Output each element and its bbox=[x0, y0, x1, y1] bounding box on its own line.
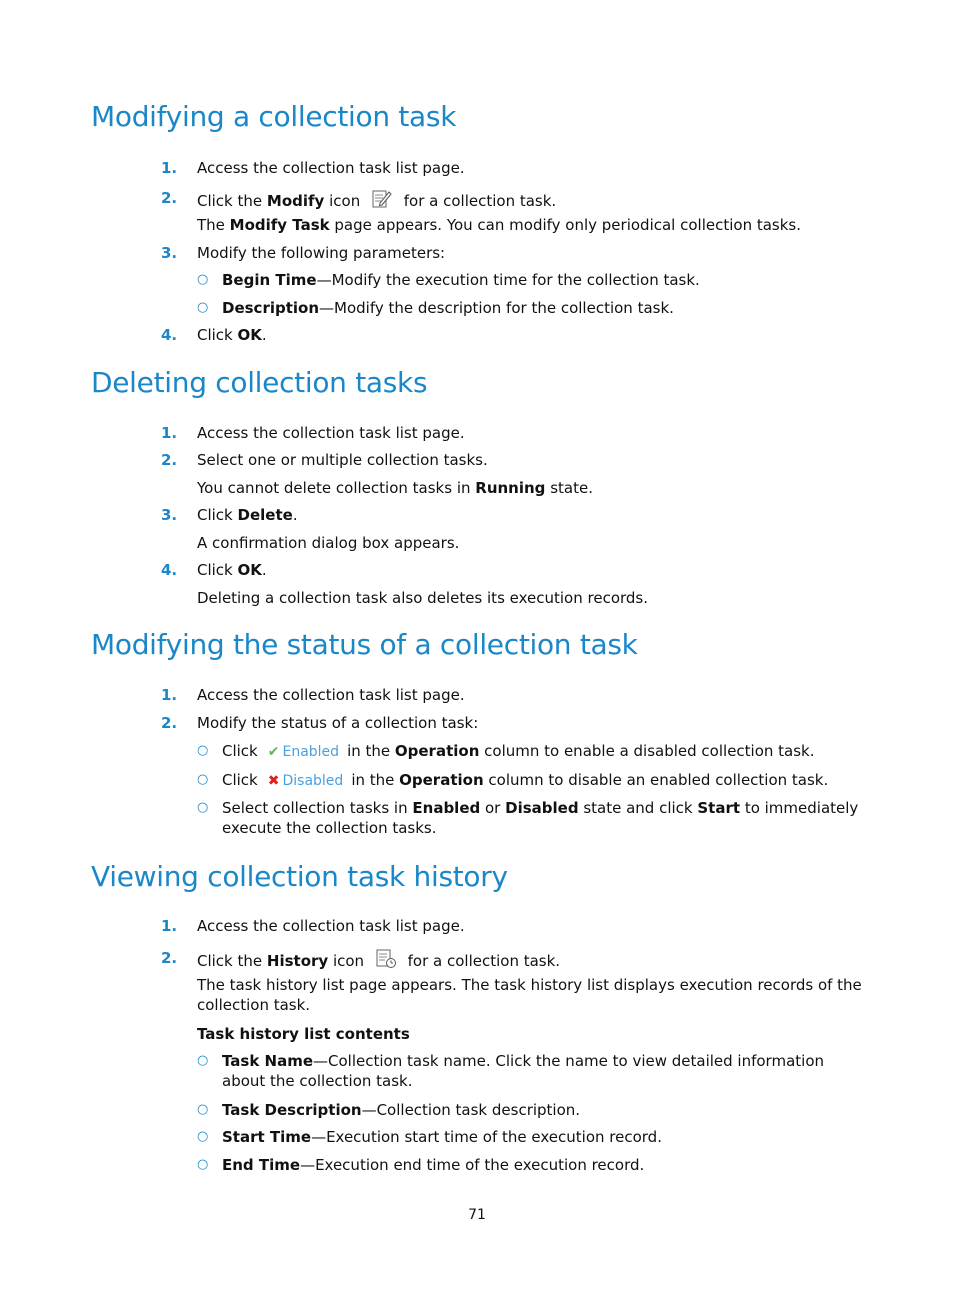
step-number: 2. bbox=[161, 949, 178, 967]
bullet-glyph: ○ bbox=[197, 1157, 209, 1172]
bullet-text: Begin Time—Modify the execution time for the collection task. bbox=[222, 271, 700, 289]
step-text: Select one or multiple collection tasks. bbox=[197, 451, 488, 469]
edit-icon bbox=[371, 188, 393, 215]
step-note: Deleting a collection task also deletes its execution records. bbox=[197, 589, 649, 607]
step-number: 2. bbox=[161, 451, 178, 469]
step-text: Click the History icon for a collection task. bbox=[197, 948, 560, 975]
step-note: The task history list page appears. The task history list displays execution records of the collection task. bbox=[197, 976, 862, 1014]
bullet-glyph: ○ bbox=[197, 1102, 209, 1117]
step-text: Click the Modify icon for a collection task. bbox=[197, 188, 556, 215]
check-icon: ✔ bbox=[267, 743, 280, 760]
step-text: Access the collection task list page. bbox=[197, 686, 465, 704]
step-note: A confirmation dialog box appears. bbox=[197, 534, 460, 552]
step-text: Access the collection task list page. bbox=[197, 159, 465, 177]
step-text: Click Delete. bbox=[197, 506, 298, 524]
subheading: Task history list contents bbox=[197, 1025, 410, 1043]
bullet-text: Task Name—Collection task name. Click the name to view detailed information about the collection task. bbox=[222, 1052, 824, 1090]
bullet-text: End Time—Execution end time of the execution record. bbox=[222, 1156, 645, 1174]
bullet-glyph: ○ bbox=[197, 1053, 209, 1068]
bullet-glyph: ○ bbox=[197, 272, 209, 287]
step-number: 3. bbox=[161, 244, 178, 262]
step-text: Click OK. bbox=[197, 326, 267, 344]
step-text: Access the collection task list page. bbox=[197, 917, 465, 935]
step-text: Click OK. bbox=[197, 561, 267, 579]
step-number: 1. bbox=[161, 686, 178, 704]
section-title-modify: Modifying a collection task bbox=[91, 100, 457, 133]
bullet-glyph: ○ bbox=[197, 743, 209, 758]
step-number: 4. bbox=[161, 326, 178, 344]
step-text: Modify the following parameters: bbox=[197, 244, 446, 262]
step-note: You cannot delete collection tasks in Running state. bbox=[197, 479, 593, 497]
bullet-text: Start Time—Execution start time of the execution record. bbox=[222, 1128, 662, 1146]
step-text: Modify the status of a collection task: bbox=[197, 714, 479, 732]
bullet-text: Select collection tasks in Enabled or Disabled state and click Start to immediately execute the collection tasks. bbox=[222, 799, 859, 837]
step-note: The Modify Task page appears. You can modify only periodical collection tasks. bbox=[197, 216, 802, 234]
step-number: 2. bbox=[161, 714, 178, 732]
bullet-text: Description—Modify the description for the collection task. bbox=[222, 299, 674, 317]
bullet-glyph: ○ bbox=[197, 772, 209, 787]
enabled-status-button: ✔ Enabled bbox=[267, 743, 340, 760]
step-number: 1. bbox=[161, 917, 178, 935]
bullet-glyph: ○ bbox=[197, 1129, 209, 1144]
bullet-glyph: ○ bbox=[197, 800, 209, 815]
section-title-delete: Deleting collection tasks bbox=[91, 366, 428, 399]
step-number: 3. bbox=[161, 506, 178, 524]
cross-icon: ✖ bbox=[267, 772, 280, 789]
step-number: 1. bbox=[161, 159, 178, 177]
step-number: 1. bbox=[161, 424, 178, 442]
bullet-text: Click ✖ Disabled in the Operation column to disable an enabled collection task. bbox=[222, 771, 829, 789]
disabled-status-button: ✖ Disabled bbox=[267, 772, 344, 789]
step-text: Access the collection task list page. bbox=[197, 424, 465, 442]
history-icon bbox=[375, 948, 397, 975]
bullet-glyph: ○ bbox=[197, 300, 209, 315]
step-number: 4. bbox=[161, 561, 178, 579]
bullet-text: Task Description—Collection task description. bbox=[222, 1101, 581, 1119]
bullet-text: Click ✔ Enabled in the Operation column to enable a disabled collection task. bbox=[222, 742, 815, 760]
step-number: 2. bbox=[161, 189, 178, 207]
section-title-history: Viewing collection task history bbox=[91, 860, 508, 893]
section-title-status: Modifying the status of a collection task bbox=[91, 628, 638, 661]
page-number: 71 bbox=[468, 1207, 486, 1223]
